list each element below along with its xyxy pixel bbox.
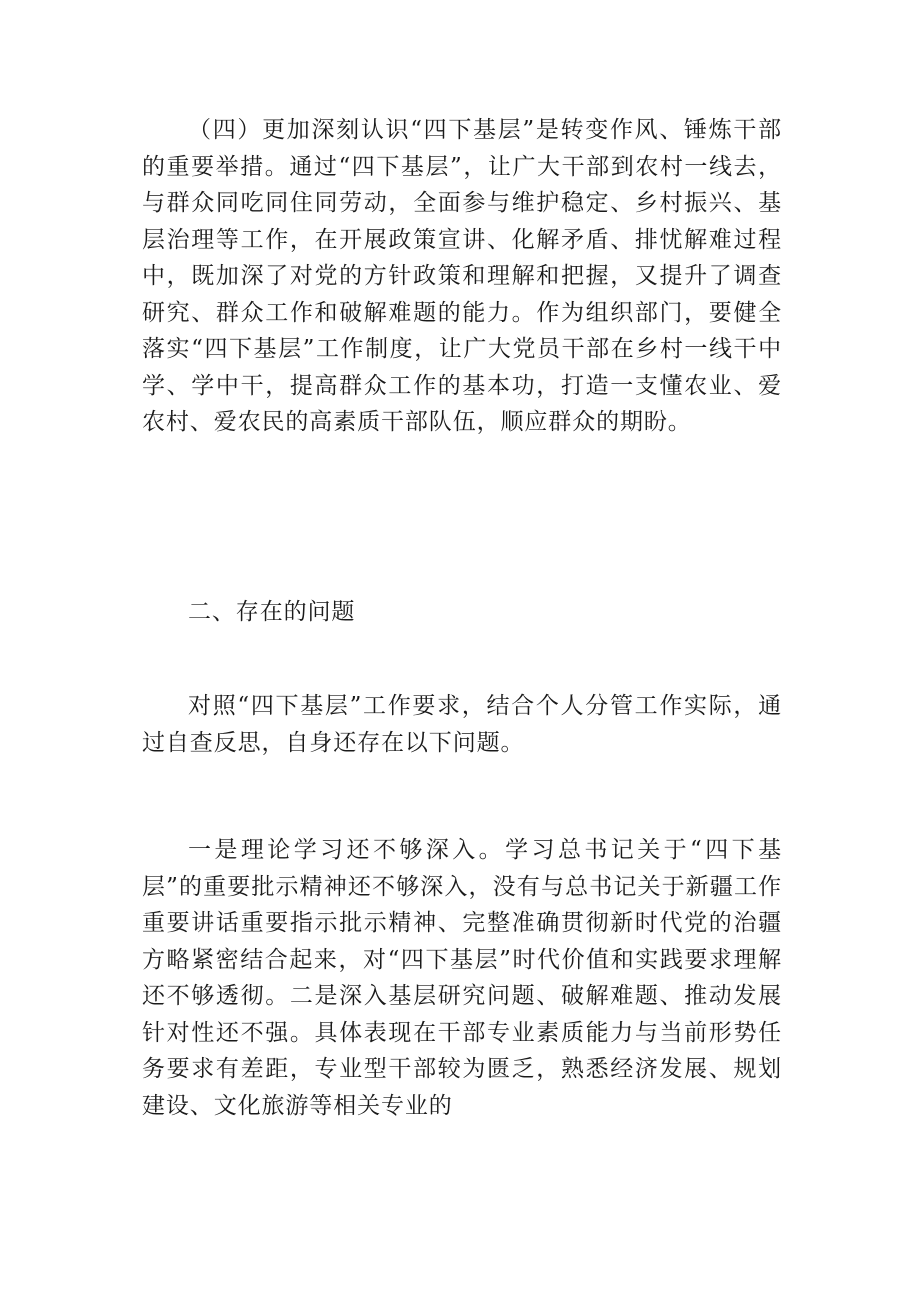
- paragraph-self-review-intro: 对照“四下基层”工作要求，结合个人分管工作实际，通过自查反思，自身还存在以下问题。: [142, 693, 782, 756]
- paragraph-problem-list: 一是理论学习还不够深入。学习总书记关于“四下基层”的重要批示精神还不够深入，没有与总书记关于新疆工作重要讲话重要指示批示精神、完整准确贯彻新时代党的治疆方略紧密结合起来，对“四下基层”时代价值和实践要求理解还不够透彻。二是深入基层研究问题、破解难题、推动发展针对性还不强。具体表现在干部专业素质能力与当前形势任务要求有差距，专业型干部较为匮乏，熟悉经济发展、规划建设、文化旅游等相关专业的: [142, 837, 782, 1119]
- paragraph-four-down-grassroots-importance: （四）更加深刻认识“四下基层”是转变作风、锤炼干部的重要举措。通过“四下基层”，让广大干部到农村一线去，与群众同吃同住同劳动，全面参与维护稳定、乡村振兴、基层治理等工作，在开展政策宣讲、化解矛盾、排忧解难过程中，既加深了对党的方针政策和理解和把握，又提升了调查研究、群众工作和破解难题的能力。作为组织部门，要健全落实“四下基层”工作制度，让广大党员干部在乡村一线干中学、学中干，提高群众工作的基本功，打造一支懂农业、爱农村、爱农民的高素质干部队伍，顺应群众的期盼。: [142, 117, 782, 435]
- section-heading-existing-problems: 二、存在的问题: [188, 599, 356, 625]
